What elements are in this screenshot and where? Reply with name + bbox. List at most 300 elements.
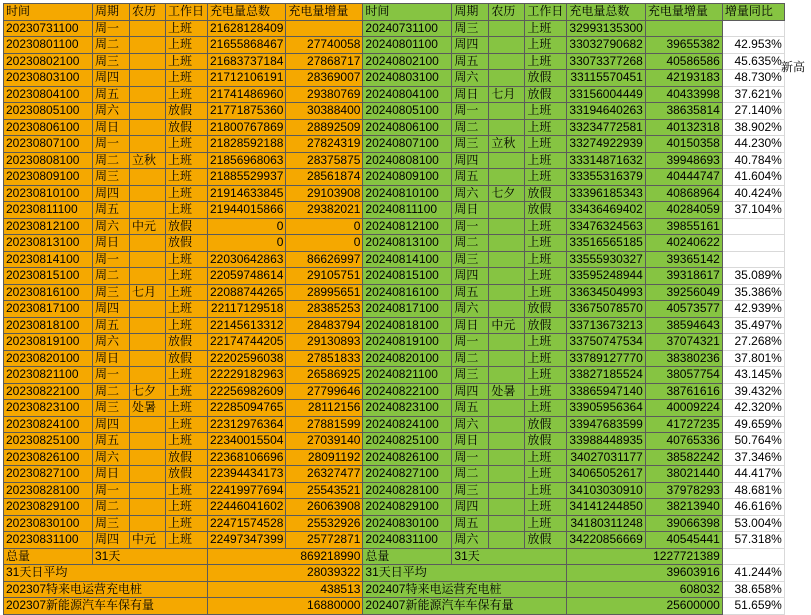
- table-cell[interactable]: 34141244850: [567, 499, 645, 516]
- table-cell[interactable]: 40240622: [645, 235, 722, 252]
- table-cell[interactable]: 33436469402: [567, 202, 645, 219]
- table-cell[interactable]: [722, 235, 784, 252]
- table-cell[interactable]: [130, 103, 166, 120]
- table-cell[interactable]: 33675078570: [567, 301, 645, 318]
- table-cell[interactable]: 周六: [93, 218, 130, 235]
- table-cell[interactable]: [489, 416, 525, 433]
- header-cell[interactable]: 充电量总数: [208, 4, 286, 21]
- table-cell[interactable]: 20240810100: [363, 185, 452, 202]
- header-cell[interactable]: 农历: [130, 4, 166, 21]
- table-cell[interactable]: [489, 449, 525, 466]
- table-cell[interactable]: 上班: [166, 284, 208, 301]
- table-cell[interactable]: 20240805100: [363, 103, 452, 120]
- table-cell[interactable]: 上班: [166, 152, 208, 169]
- table-cell[interactable]: 22030642863: [208, 251, 286, 268]
- table-cell[interactable]: [489, 482, 525, 499]
- table-cell[interactable]: 20240829100: [363, 499, 452, 516]
- table-cell[interactable]: 39855161: [645, 218, 722, 235]
- table-cell[interactable]: 周日: [452, 86, 489, 103]
- table-cell[interactable]: 22368106696: [208, 449, 286, 466]
- table-cell[interactable]: [286, 20, 363, 37]
- table-cell[interactable]: 33314871632: [567, 152, 645, 169]
- table-cell[interactable]: 33827185524: [567, 367, 645, 384]
- table-cell[interactable]: 33194640263: [567, 103, 645, 120]
- table-cell[interactable]: 放假: [525, 416, 567, 433]
- table-cell[interactable]: [130, 350, 166, 367]
- table-cell[interactable]: 周三: [452, 136, 489, 153]
- table-cell[interactable]: 22471574528: [208, 515, 286, 532]
- table-cell[interactable]: 放假: [525, 532, 567, 549]
- table-cell[interactable]: 20240802100: [363, 53, 452, 70]
- table-cell[interactable]: 上班: [166, 482, 208, 499]
- header-cell[interactable]: 周期: [452, 4, 489, 21]
- table-cell[interactable]: 上班: [166, 185, 208, 202]
- table-cell[interactable]: 20230821100: [4, 367, 93, 384]
- table-cell[interactable]: 33355316379: [567, 169, 645, 186]
- table-cell[interactable]: 上班: [166, 268, 208, 285]
- table-cell[interactable]: 39365142: [645, 251, 722, 268]
- table-cell[interactable]: 40150358: [645, 136, 722, 153]
- table-cell[interactable]: 周五: [93, 86, 130, 103]
- table-cell[interactable]: 40545441: [645, 532, 722, 549]
- table-cell[interactable]: 22202596038: [208, 350, 286, 367]
- table-cell[interactable]: 上班: [525, 136, 567, 153]
- table-cell[interactable]: 22088744265: [208, 284, 286, 301]
- table-cell[interactable]: 中元: [130, 532, 166, 549]
- table-cell[interactable]: 20230817100: [4, 301, 93, 318]
- table-cell[interactable]: 21683737184: [208, 53, 286, 70]
- table-cell[interactable]: [489, 400, 525, 417]
- table-cell[interactable]: 七夕: [489, 185, 525, 202]
- table-cell[interactable]: 21741486960: [208, 86, 286, 103]
- table-cell[interactable]: 46.616%: [722, 499, 784, 516]
- table-cell[interactable]: 34220856669: [567, 532, 645, 549]
- header-cell[interactable]: 农历: [489, 4, 525, 21]
- table-cell[interactable]: 周三: [93, 400, 130, 417]
- table-cell[interactable]: 38761616: [645, 383, 722, 400]
- table-cell[interactable]: 33750747534: [567, 334, 645, 351]
- table-cell[interactable]: 周一: [93, 136, 130, 153]
- table-cell[interactable]: 上班: [166, 400, 208, 417]
- table-cell[interactable]: 38582242: [645, 449, 722, 466]
- table-cell[interactable]: 21856968063: [208, 152, 286, 169]
- table-cell[interactable]: 处暑: [130, 400, 166, 417]
- table-cell[interactable]: 周五: [452, 400, 489, 417]
- total-days-2024[interactable]: 31天: [452, 548, 567, 565]
- table-cell[interactable]: 周一: [93, 482, 130, 499]
- table-cell[interactable]: 25532926: [286, 515, 363, 532]
- table-cell[interactable]: 七月: [130, 284, 166, 301]
- table-cell[interactable]: 38021440: [645, 466, 722, 483]
- table-cell[interactable]: 20230811100: [4, 202, 93, 219]
- table-cell[interactable]: 22117129518: [208, 301, 286, 318]
- table-cell[interactable]: 37.621%: [722, 86, 784, 103]
- table-cell[interactable]: 20240821100: [363, 367, 452, 384]
- table-cell[interactable]: 53.004%: [722, 515, 784, 532]
- table-cell[interactable]: 七月: [489, 86, 525, 103]
- table-cell[interactable]: 20230818100: [4, 317, 93, 334]
- table-cell[interactable]: 49.659%: [722, 416, 784, 433]
- table-cell[interactable]: 40444747: [645, 169, 722, 186]
- table-cell[interactable]: 20230822100: [4, 383, 93, 400]
- table-cell[interactable]: 上班: [166, 416, 208, 433]
- table-cell[interactable]: 上班: [525, 466, 567, 483]
- table-cell[interactable]: [489, 367, 525, 384]
- table-cell[interactable]: 放假: [166, 103, 208, 120]
- table-cell[interactable]: 28112156: [286, 400, 363, 417]
- table-cell[interactable]: 48.730%: [722, 70, 784, 87]
- table-cell[interactable]: 周五: [93, 317, 130, 334]
- table-cell[interactable]: 周一: [452, 449, 489, 466]
- table-cell[interactable]: 周日: [452, 317, 489, 334]
- table-cell[interactable]: 周一: [93, 20, 130, 37]
- table-cell[interactable]: 20230819100: [4, 334, 93, 351]
- table-cell[interactable]: 33516565185: [567, 235, 645, 252]
- table-cell[interactable]: 20230830100: [4, 515, 93, 532]
- table-cell[interactable]: [130, 334, 166, 351]
- table-cell[interactable]: 20230731100: [4, 20, 93, 37]
- table-cell[interactable]: [489, 466, 525, 483]
- table-cell[interactable]: [130, 251, 166, 268]
- table-cell[interactable]: 20230803100: [4, 70, 93, 87]
- table-cell[interactable]: 44.230%: [722, 136, 784, 153]
- header-cell[interactable]: 时间: [363, 4, 452, 21]
- table-cell[interactable]: 上班: [525, 499, 567, 516]
- table-cell[interactable]: 41.604%: [722, 169, 784, 186]
- table-cell[interactable]: 29103908: [286, 185, 363, 202]
- table-cell[interactable]: 放假: [166, 350, 208, 367]
- table-cell[interactable]: 上班: [525, 37, 567, 54]
- table-cell[interactable]: 周二: [93, 152, 130, 169]
- table-cell[interactable]: [489, 169, 525, 186]
- table-cell[interactable]: 41727235: [645, 416, 722, 433]
- table-cell[interactable]: 周四: [452, 268, 489, 285]
- table-cell[interactable]: 周三: [452, 251, 489, 268]
- table-cell[interactable]: 40433998: [645, 86, 722, 103]
- table-cell[interactable]: [130, 37, 166, 54]
- table-cell[interactable]: 28561874: [286, 169, 363, 186]
- table-cell[interactable]: 22340015504: [208, 433, 286, 450]
- table-cell[interactable]: 上班: [525, 169, 567, 186]
- table-cell[interactable]: 28091192: [286, 449, 363, 466]
- table-cell[interactable]: 20230815100: [4, 268, 93, 285]
- table-cell[interactable]: [722, 218, 784, 235]
- table-cell[interactable]: 立秋: [489, 136, 525, 153]
- header-cell[interactable]: 充电量增量: [645, 4, 722, 21]
- table-cell[interactable]: 周二: [452, 119, 489, 136]
- table-cell[interactable]: 26327477: [286, 466, 363, 483]
- table-cell[interactable]: 上班: [525, 20, 567, 37]
- nev-value-2024[interactable]: 25600000: [567, 598, 722, 615]
- table-cell[interactable]: 处暑: [489, 383, 525, 400]
- table-cell[interactable]: 42.320%: [722, 400, 784, 417]
- table-cell[interactable]: 上班: [166, 301, 208, 318]
- table-cell[interactable]: [489, 20, 525, 37]
- table-cell[interactable]: 22497347399: [208, 532, 286, 549]
- table-cell[interactable]: 20240807100: [363, 136, 452, 153]
- table-cell[interactable]: 周四: [93, 532, 130, 549]
- table-cell[interactable]: 27.268%: [722, 334, 784, 351]
- table-cell[interactable]: 20230801100: [4, 37, 93, 54]
- table-cell[interactable]: 33115570451: [567, 70, 645, 87]
- table-cell[interactable]: [489, 515, 525, 532]
- table-cell[interactable]: [130, 136, 166, 153]
- table-cell[interactable]: 中元: [130, 218, 166, 235]
- table-cell[interactable]: 20240801100: [363, 37, 452, 54]
- table-cell[interactable]: 周三: [93, 169, 130, 186]
- table-cell[interactable]: 20230813100: [4, 235, 93, 252]
- table-cell[interactable]: 40.424%: [722, 185, 784, 202]
- table-cell[interactable]: 上班: [166, 70, 208, 87]
- table-cell[interactable]: 35.386%: [722, 284, 784, 301]
- table-cell[interactable]: 86626997: [286, 251, 363, 268]
- table-cell[interactable]: [489, 284, 525, 301]
- total-value-2023[interactable]: 869218990: [208, 548, 363, 565]
- table-cell[interactable]: 周六: [93, 103, 130, 120]
- table-cell[interactable]: 27799646: [286, 383, 363, 400]
- table-cell[interactable]: 33073377268: [567, 53, 645, 70]
- table-cell[interactable]: 44.417%: [722, 466, 784, 483]
- header-cell[interactable]: 工作日: [166, 4, 208, 21]
- table-cell[interactable]: 29382021: [286, 202, 363, 219]
- table-cell[interactable]: 39948693: [645, 152, 722, 169]
- table-cell[interactable]: 20230823100: [4, 400, 93, 417]
- table-cell[interactable]: 上班: [166, 499, 208, 516]
- nev-value-2023[interactable]: 16880000: [208, 598, 363, 615]
- table-cell[interactable]: 25543521: [286, 482, 363, 499]
- table-cell[interactable]: 38594643: [645, 317, 722, 334]
- table-cell[interactable]: 周六: [452, 532, 489, 549]
- table-cell[interactable]: 周六: [452, 416, 489, 433]
- table-cell[interactable]: 周五: [93, 202, 130, 219]
- table-cell[interactable]: 周日: [93, 350, 130, 367]
- table-cell[interactable]: 39256049: [645, 284, 722, 301]
- table-cell[interactable]: 周六: [452, 185, 489, 202]
- table-cell[interactable]: 20240826100: [363, 449, 452, 466]
- table-cell[interactable]: 20240804100: [363, 86, 452, 103]
- table-cell[interactable]: 放假: [525, 185, 567, 202]
- table-cell[interactable]: 放假: [525, 317, 567, 334]
- table-cell[interactable]: [130, 169, 166, 186]
- table-cell[interactable]: 周三: [452, 482, 489, 499]
- table-cell[interactable]: 周五: [452, 53, 489, 70]
- table-cell[interactable]: 上班: [166, 532, 208, 549]
- table-cell[interactable]: 上班: [166, 53, 208, 70]
- table-cell[interactable]: 0: [208, 235, 286, 252]
- table-cell[interactable]: 27881599: [286, 416, 363, 433]
- table-cell[interactable]: 34103030910: [567, 482, 645, 499]
- table-cell[interactable]: 上班: [166, 86, 208, 103]
- table-cell[interactable]: [130, 367, 166, 384]
- table-cell[interactable]: 周五: [452, 515, 489, 532]
- table-cell[interactable]: 上班: [525, 334, 567, 351]
- table-cell[interactable]: 42193183: [645, 70, 722, 87]
- table-cell[interactable]: 22446041602: [208, 499, 286, 516]
- table-cell[interactable]: 34065052617: [567, 466, 645, 483]
- table-cell[interactable]: 28892509: [286, 119, 363, 136]
- table-cell[interactable]: [489, 53, 525, 70]
- table-cell[interactable]: 上班: [166, 317, 208, 334]
- table-cell[interactable]: 40765336: [645, 433, 722, 450]
- table-cell[interactable]: [130, 119, 166, 136]
- table-cell[interactable]: 上班: [525, 400, 567, 417]
- table-cell[interactable]: 周六: [93, 334, 130, 351]
- table-cell[interactable]: 放假: [166, 466, 208, 483]
- table-cell[interactable]: 20230827100: [4, 466, 93, 483]
- table-cell[interactable]: 33905956364: [567, 400, 645, 417]
- nev-yoy[interactable]: 51.659%: [722, 598, 784, 615]
- table-cell[interactable]: 37978293: [645, 482, 722, 499]
- table-cell[interactable]: 20240823100: [363, 400, 452, 417]
- table-cell[interactable]: 22312976364: [208, 416, 286, 433]
- average-label-2024[interactable]: 31天日平均: [363, 565, 567, 582]
- table-cell[interactable]: 周二: [93, 37, 130, 54]
- chargers-label-2023[interactable]: 202307特来电运营充电桩: [4, 581, 208, 598]
- table-cell[interactable]: [130, 268, 166, 285]
- table-cell[interactable]: 上班: [166, 433, 208, 450]
- table-cell[interactable]: 33476324563: [567, 218, 645, 235]
- table-cell[interactable]: [489, 235, 525, 252]
- table-cell[interactable]: 20230812100: [4, 218, 93, 235]
- empty-cell[interactable]: [722, 548, 784, 565]
- table-cell[interactable]: 40586586: [645, 53, 722, 70]
- table-cell[interactable]: 七夕: [130, 383, 166, 400]
- table-cell[interactable]: [130, 86, 166, 103]
- table-cell[interactable]: 21800767869: [208, 119, 286, 136]
- table-cell[interactable]: 20230805100: [4, 103, 93, 120]
- table-cell[interactable]: 39066398: [645, 515, 722, 532]
- table-cell[interactable]: 20240830100: [363, 515, 452, 532]
- table-cell[interactable]: 20240808100: [363, 152, 452, 169]
- table-cell[interactable]: 周一: [452, 103, 489, 120]
- nev-label-2024[interactable]: 202407新能源汽车车保有量: [363, 598, 567, 615]
- table-cell[interactable]: [489, 37, 525, 54]
- table-cell[interactable]: 37.346%: [722, 449, 784, 466]
- table-cell[interactable]: 上班: [166, 136, 208, 153]
- table-cell[interactable]: 20240815100: [363, 268, 452, 285]
- table-cell[interactable]: 中元: [489, 317, 525, 334]
- table-cell[interactable]: 38635814: [645, 103, 722, 120]
- table-cell[interactable]: [130, 317, 166, 334]
- table-cell[interactable]: 20230816100: [4, 284, 93, 301]
- table-cell[interactable]: [489, 268, 525, 285]
- table-cell[interactable]: 20230807100: [4, 136, 93, 153]
- table-cell[interactable]: 周三: [452, 367, 489, 384]
- table-cell[interactable]: 20230831100: [4, 532, 93, 549]
- table-cell[interactable]: 28385253: [286, 301, 363, 318]
- table-cell[interactable]: 20240817100: [363, 301, 452, 318]
- table-cell[interactable]: 周六: [452, 301, 489, 318]
- table-cell[interactable]: 周一: [93, 251, 130, 268]
- table-cell[interactable]: 40132318: [645, 119, 722, 136]
- table-cell[interactable]: 20240731100: [363, 20, 452, 37]
- table-cell[interactable]: 周日: [452, 202, 489, 219]
- table-cell[interactable]: 22145613312: [208, 317, 286, 334]
- table-cell[interactable]: 周三: [93, 53, 130, 70]
- table-cell[interactable]: [489, 499, 525, 516]
- table-cell[interactable]: 周五: [452, 284, 489, 301]
- table-cell[interactable]: 周二: [452, 466, 489, 483]
- table-cell[interactable]: 22285094765: [208, 400, 286, 417]
- table-cell[interactable]: 放假: [525, 433, 567, 450]
- table-cell[interactable]: 周三: [452, 20, 489, 37]
- table-cell[interactable]: [130, 466, 166, 483]
- table-cell[interactable]: 周四: [93, 70, 130, 87]
- table-cell[interactable]: 20240828100: [363, 482, 452, 499]
- table-cell[interactable]: 上班: [525, 515, 567, 532]
- table-cell[interactable]: 39.432%: [722, 383, 784, 400]
- table-cell[interactable]: 立秋: [130, 152, 166, 169]
- table-cell[interactable]: 20240803100: [363, 70, 452, 87]
- table-cell[interactable]: 22256982609: [208, 383, 286, 400]
- table-cell[interactable]: 20240824100: [363, 416, 452, 433]
- table-cell[interactable]: 27740058: [286, 37, 363, 54]
- table-cell[interactable]: 20240827100: [363, 466, 452, 483]
- table-cell[interactable]: 26063908: [286, 499, 363, 516]
- table-cell[interactable]: 放假: [166, 235, 208, 252]
- table-cell[interactable]: 周四: [452, 152, 489, 169]
- table-cell[interactable]: 26586925: [286, 367, 363, 384]
- table-cell[interactable]: 43.145%: [722, 367, 784, 384]
- average-value-2023[interactable]: 28039322: [208, 565, 363, 582]
- table-cell[interactable]: 45.635%: [722, 53, 784, 70]
- table-cell[interactable]: [489, 103, 525, 120]
- table-cell[interactable]: 33032790682: [567, 37, 645, 54]
- table-cell[interactable]: 20240819100: [363, 334, 452, 351]
- table-cell[interactable]: 周一: [452, 334, 489, 351]
- header-cell[interactable]: 周期: [93, 4, 130, 21]
- table-cell[interactable]: [130, 301, 166, 318]
- table-cell[interactable]: [489, 218, 525, 235]
- table-cell[interactable]: 20240809100: [363, 169, 452, 186]
- table-cell[interactable]: 27.140%: [722, 103, 784, 120]
- table-cell[interactable]: 33595248944: [567, 268, 645, 285]
- table-cell[interactable]: 29105751: [286, 268, 363, 285]
- table-cell[interactable]: [130, 202, 166, 219]
- table-cell[interactable]: 33274922939: [567, 136, 645, 153]
- table-cell[interactable]: [130, 482, 166, 499]
- table-cell[interactable]: 周一: [452, 218, 489, 235]
- table-cell[interactable]: 周日: [452, 433, 489, 450]
- table-cell[interactable]: 33396185343: [567, 185, 645, 202]
- table-cell[interactable]: 28369007: [286, 70, 363, 87]
- table-cell[interactable]: 0: [286, 235, 363, 252]
- table-cell[interactable]: 上班: [166, 515, 208, 532]
- table-cell[interactable]: 20230826100: [4, 449, 93, 466]
- table-cell[interactable]: 37.104%: [722, 202, 784, 219]
- table-cell[interactable]: [489, 350, 525, 367]
- table-cell[interactable]: 上班: [166, 251, 208, 268]
- table-cell[interactable]: [130, 499, 166, 516]
- table-cell[interactable]: 20240816100: [363, 284, 452, 301]
- table-cell[interactable]: 27824319: [286, 136, 363, 153]
- table-cell[interactable]: 35.089%: [722, 268, 784, 285]
- table-cell[interactable]: 上班: [525, 218, 567, 235]
- table-cell[interactable]: 上班: [166, 383, 208, 400]
- table-cell[interactable]: 39318617: [645, 268, 722, 285]
- table-cell[interactable]: [489, 152, 525, 169]
- table-cell[interactable]: [489, 70, 525, 87]
- table-cell[interactable]: 周四: [452, 37, 489, 54]
- table-cell[interactable]: 周一: [93, 367, 130, 384]
- table-cell[interactable]: 28375875: [286, 152, 363, 169]
- chargers-yoy[interactable]: 38.658%: [722, 581, 784, 598]
- table-cell[interactable]: 周二: [93, 383, 130, 400]
- side-note[interactable]: 新高: [781, 60, 806, 74]
- table-cell[interactable]: 放假: [525, 301, 567, 318]
- table-cell[interactable]: 40284059: [645, 202, 722, 219]
- table-cell[interactable]: 上班: [525, 251, 567, 268]
